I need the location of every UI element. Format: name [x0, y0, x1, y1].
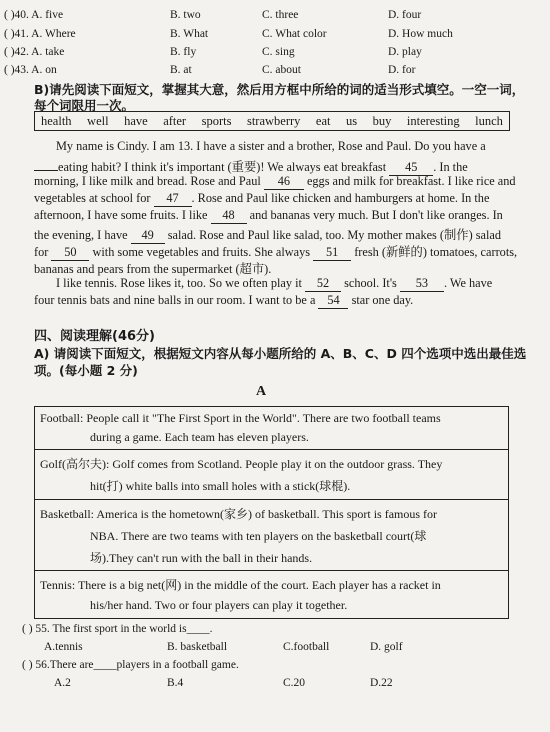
golf-line-1: Golf(高尔夫): Golf comes from Scotland. People play it on the outdoor grass. They — [40, 457, 443, 471]
word-after: after — [163, 113, 187, 128]
word-us: us — [346, 113, 358, 128]
word-eat: eat — [315, 113, 331, 128]
football-line-1: Football: People call it "The First Sport in the World". There are two football teams — [40, 411, 441, 425]
passage-line-2: eating habit? I think it's important (重要)! We always eat breakfast 45 . In the — [34, 157, 468, 176]
blank-49: 49 — [131, 228, 165, 244]
question-41: ( )41. A. Where — [4, 28, 76, 40]
question-41-option-d: D. How much — [388, 28, 453, 40]
question-55-option-c: C.football — [283, 641, 330, 653]
basketball-line-1: Basketball: America is the hometown(家乡) of basketball. This sport is famous for — [40, 507, 438, 521]
passage-line-4: vegetables at school for 47 . Rose and Paul like chicken and hamburgers at home. In the — [34, 191, 490, 205]
question-43-option-c: C. about — [262, 64, 301, 76]
question-56-option-a: A.2 — [54, 677, 71, 689]
question-55-option-b: B. basketball — [167, 641, 228, 653]
question-42-option-c: C. sing — [262, 46, 295, 58]
question-40-option-b: B. two — [170, 9, 201, 21]
question-56-option-d: D.22 — [370, 677, 393, 689]
question-43-option-b: B. at — [170, 64, 192, 76]
section-four-heading: 四、阅读理解(46分) — [34, 329, 155, 344]
blank-51: 51 — [313, 245, 351, 261]
section-four-instruction: A) 请阅读下面短文，根据短文内容从每小题所给的 A、B、C、D 四个选项中选出最佳选 — [34, 346, 527, 361]
question-40: ( )40. A. five — [4, 9, 64, 21]
question-40-option-d: D. four — [388, 9, 422, 21]
question-41-option-b: B. What — [170, 28, 209, 40]
question-56-option-c: C.20 — [283, 677, 306, 689]
table-row-football — [35, 407, 508, 450]
question-55: ( ) 55. The first sport in the world is____. — [22, 623, 213, 635]
question-42: ( )42. A. take — [4, 46, 65, 58]
passage-line-8: bananas and pears from the supermarket (超市). — [34, 262, 272, 276]
passage-line-6: the evening, I have 49 salad. Rose and Paul like salad, too. My mother makes (制作) salad — [34, 228, 502, 242]
football-line-2: during a game. Each team has eleven players. — [90, 430, 309, 444]
question-55-option-a: A.tennis — [44, 641, 83, 653]
passage-line-10: four tennis bats and nine balls in our room. I want to be a 54 star one day. — [34, 293, 414, 307]
passage-line-1: My name is Cindy. I am 13. I have a sister and a brother, Rose and Paul. Do you have a — [56, 139, 486, 153]
question-56-option-b: B.4 — [167, 677, 184, 689]
table-row-tennis — [35, 570, 508, 618]
word-strawberry: strawberry — [246, 113, 301, 128]
tennis-line-1: Tennis: There is a big net(网) in the middle of the court. Each player has a racket in — [40, 578, 441, 592]
blank-44 — [34, 170, 58, 171]
blank-48: 48 — [211, 208, 247, 224]
blank-54: 54 — [318, 293, 348, 309]
word-have: have — [124, 113, 148, 128]
question-40-option-c: C. three — [262, 9, 299, 21]
blank-45: 45 — [389, 160, 433, 176]
question-41-option-c: C. What color — [262, 28, 327, 40]
table-row-golf — [35, 449, 508, 500]
word-well: well — [87, 113, 109, 128]
question-43: ( )43. A. on — [4, 64, 57, 76]
section-b-instruction: B)请先阅读下面短文，掌握其大意，然后用方框中所给的词的适当形式填空。一空一词， — [34, 82, 525, 97]
question-43-option-d: D. for — [388, 64, 416, 76]
passage-line-5: afternoon, I have some fruits. I like 48 and bananas very much. But I don't like oranges. In — [34, 208, 503, 222]
passage-line-7: for 50 with some vegetables and fruits. She always 51 fresh (新鲜的) tomatoes, carrots, — [34, 245, 518, 259]
word-interesting: interesting — [406, 113, 460, 128]
word-buy: buy — [372, 113, 392, 128]
question-56: ( ) 56.There are____players in a football game. — [22, 659, 239, 671]
blank-47: 47 — [154, 191, 192, 207]
passage-line-3: morning, I like milk and bread. Rose and Paul 46 eggs and milk for breakfast. I like rice and — [34, 174, 516, 188]
word-lunch: lunch — [475, 113, 503, 128]
passage-line-9: I like tennis. Rose likes it, too. So we often play it 52 school. It's 53 . We have — [56, 276, 493, 290]
passage-title: A — [256, 384, 267, 399]
question-55-option-d: D. golf — [370, 641, 403, 653]
basketball-line-2: NBA. There are two teams with ten players on the basketball court(球 — [90, 529, 427, 543]
table-row-basketball — [35, 499, 508, 571]
question-42-option-d: D. play — [388, 46, 422, 58]
word-box — [34, 111, 510, 131]
tennis-line-2: his/her hand. Two or four players can play it together. — [90, 598, 348, 612]
question-42-option-b: B. fly — [170, 46, 197, 58]
word-sports: sports — [201, 113, 232, 128]
blank-50: 50 — [51, 245, 89, 261]
blank-46: 46 — [264, 174, 304, 190]
section-four-instruction-2: 项。(每小题 2 分) — [34, 363, 138, 378]
section-b-instruction-2: 每个词限用一次。 — [34, 98, 135, 113]
basketball-line-3: 场).They can't run with the ball in their hands. — [90, 551, 313, 565]
blank-52: 52 — [305, 276, 341, 292]
sports-table — [34, 406, 509, 619]
blank-53: 53 — [400, 276, 444, 292]
golf-line-2: hit(打) white balls into small holes with a stick(球棍). — [90, 479, 351, 493]
word-health: health — [41, 113, 72, 128]
